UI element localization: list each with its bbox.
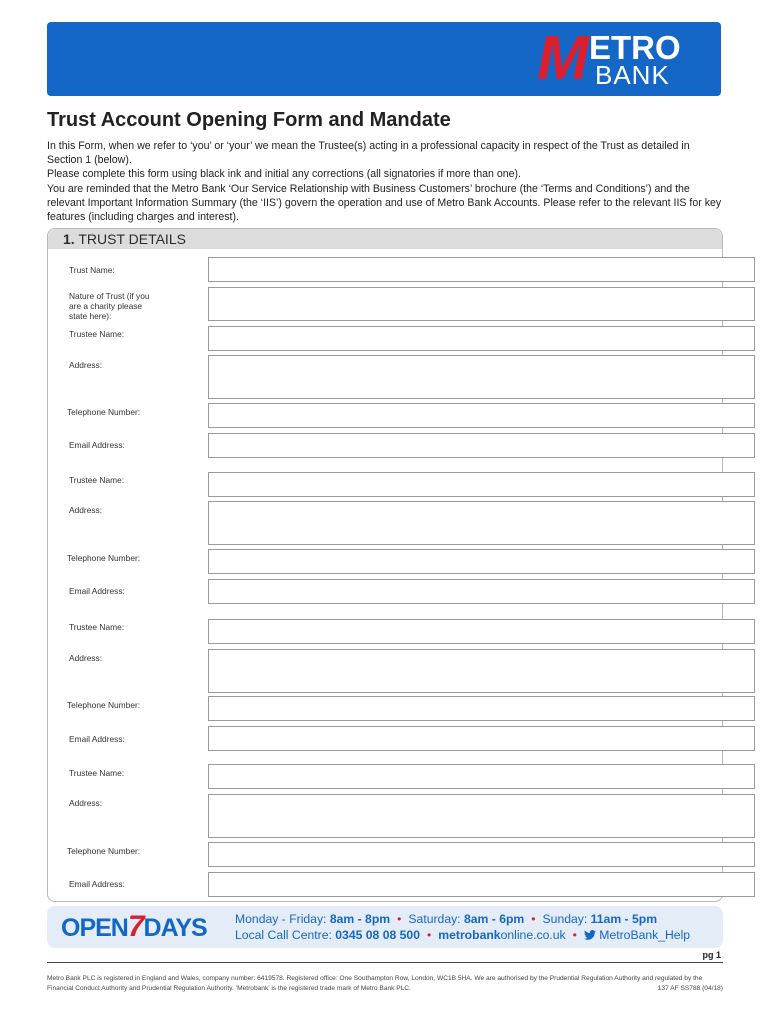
trust-name-label: Trust Name: <box>69 265 115 275</box>
section-number: 1. <box>63 231 75 247</box>
contact-line <box>235 928 690 942</box>
sunday-label: Sunday: <box>542 912 588 926</box>
opening-hours-banner <box>47 906 723 948</box>
nature-of-trust-label: Nature of Trust (if you are a charity please state here): <box>69 291 150 321</box>
open-7-days-logo <box>61 910 207 943</box>
trustee-3-telephone-field[interactable] <box>208 696 755 721</box>
weekday-label: Monday - Friday: <box>235 912 327 926</box>
trustee-4-email-label: Email Address: <box>69 879 125 889</box>
saturday-hours: 8am - 6pm <box>463 912 525 926</box>
intro-paragraph-1: In this Form, when we refer to ‘you’ or ‘your’ we mean the Trustee(s) acting in a professional capacity in respect of the Trust as detailed in Section 1 (below). <box>47 140 690 167</box>
page-number: pg 1 <box>702 950 721 960</box>
trustee-3-telephone-label: Telephone Number: <box>67 700 141 710</box>
trustee-1-email-label: Email Address: <box>69 440 125 450</box>
bullet-icon: • <box>426 928 432 942</box>
nature-of-trust-field[interactable] <box>208 287 755 321</box>
trustee-4-email-field[interactable] <box>208 872 755 897</box>
call-centre-number: 0345 08 08 500 <box>335 928 420 942</box>
seven-numeral: 7 <box>127 910 144 943</box>
trust-name-field[interactable] <box>208 257 755 282</box>
footer-legal-text: Metro Bank PLC is registered in England and Wales, company number: 6419578. Registered office: One Southampton Row, London, WC1B 5HA. We are authorised by the Prudential Regulation Authority and regulated by the Financial Conduct Authority and Prudential Regulation Authority. ‘Metrobank’ is the registered trade mark of Metro Bank PLC. <box>47 975 703 992</box>
opening-hours-line <box>235 912 657 926</box>
trustee-3-address-field[interactable] <box>208 649 755 693</box>
form-code: 137 AF SS788 (04/18) <box>657 985 723 992</box>
trustee-1-email-field[interactable] <box>208 433 755 458</box>
saturday-label: Saturday: <box>408 912 461 926</box>
footer-divider <box>47 962 723 963</box>
trustee-1-address-label: Address: <box>69 360 103 370</box>
logo-bank: BANK <box>595 60 670 90</box>
trustee-1-name-field[interactable] <box>208 326 755 351</box>
trustee-1-telephone-field[interactable] <box>208 403 755 428</box>
trustee-2-name-label: Trustee Name: <box>69 475 125 485</box>
section-header <box>48 229 722 249</box>
trustee-4-address-field[interactable] <box>208 794 755 838</box>
header-bar <box>47 22 721 96</box>
trustee-4-address-label: Address: <box>69 798 103 808</box>
trustee-3-address-label: Address: <box>69 653 103 663</box>
twitter-handle[interactable]: MetroBank_Help <box>599 928 691 942</box>
trustee-2-name-field[interactable] <box>208 472 755 497</box>
intro-paragraph-3: You are reminded that the Metro Bank ‘Our Service Relationship with Business Customers’ brochure (the ‘Terms and Conditions’) and the relevant Important Information Summary (the ‘IIS’) govern the operation and use of Metro Bank Accounts. Please refer to the relevant IIS for key features (including charges and interest). <box>47 182 722 224</box>
website-bold-part: metrobank <box>438 928 501 942</box>
weekday-hours: 8am - 8pm <box>329 912 391 926</box>
trustee-1-name-label: Trustee Name: <box>69 329 125 339</box>
bullet-icon: • <box>572 928 577 942</box>
trustee-4-telephone-label: Telephone Number: <box>67 846 141 856</box>
trustee-2-email-field[interactable] <box>208 579 755 604</box>
bullet-icon: • <box>397 912 402 926</box>
page-title: Trust Account Opening Form and Mandate <box>47 109 451 131</box>
twitter-icon <box>584 930 596 940</box>
days-word: DAYS <box>143 914 207 942</box>
trustee-1-address-field[interactable] <box>208 355 755 399</box>
website-rest-part: online.co.uk <box>500 928 566 942</box>
footer <box>47 974 723 994</box>
website-link[interactable] <box>438 928 565 942</box>
trustee-3-email-label: Email Address: <box>69 734 125 744</box>
trustee-3-name-field[interactable] <box>208 619 755 644</box>
trustee-4-name-field[interactable] <box>208 764 755 789</box>
trustee-4-name-label: Trustee Name: <box>69 768 125 778</box>
trustee-2-email-label: Email Address: <box>69 586 125 596</box>
section-title: TRUST DETAILS <box>78 231 186 247</box>
logo-etro: ETRO <box>589 29 681 66</box>
trustee-4-telephone-field[interactable] <box>208 842 755 867</box>
trustee-2-address-field[interactable] <box>208 501 755 545</box>
trustee-2-telephone-label: Telephone Number: <box>67 553 141 563</box>
metro-bank-logo <box>537 24 707 93</box>
trustee-2-telephone-field[interactable] <box>208 549 755 574</box>
sunday-hours: 11am - 5pm <box>590 912 658 926</box>
trustee-3-name-label: Trustee Name: <box>69 622 125 632</box>
open-word: OPEN <box>61 914 128 942</box>
logo-m: M <box>537 24 587 93</box>
call-centre-label: Local Call Centre: <box>235 928 332 942</box>
intro-text <box>47 139 727 224</box>
bullet-icon: • <box>531 912 536 926</box>
intro-paragraph-2: Please complete this form using black ink and initial any corrections (all signatories if more than one). <box>47 168 522 181</box>
trustee-2-address-label: Address: <box>69 505 103 515</box>
trustee-3-email-field[interactable] <box>208 726 755 751</box>
trust-details-section <box>47 228 723 902</box>
trustee-1-telephone-label: Telephone Number: <box>67 407 141 417</box>
